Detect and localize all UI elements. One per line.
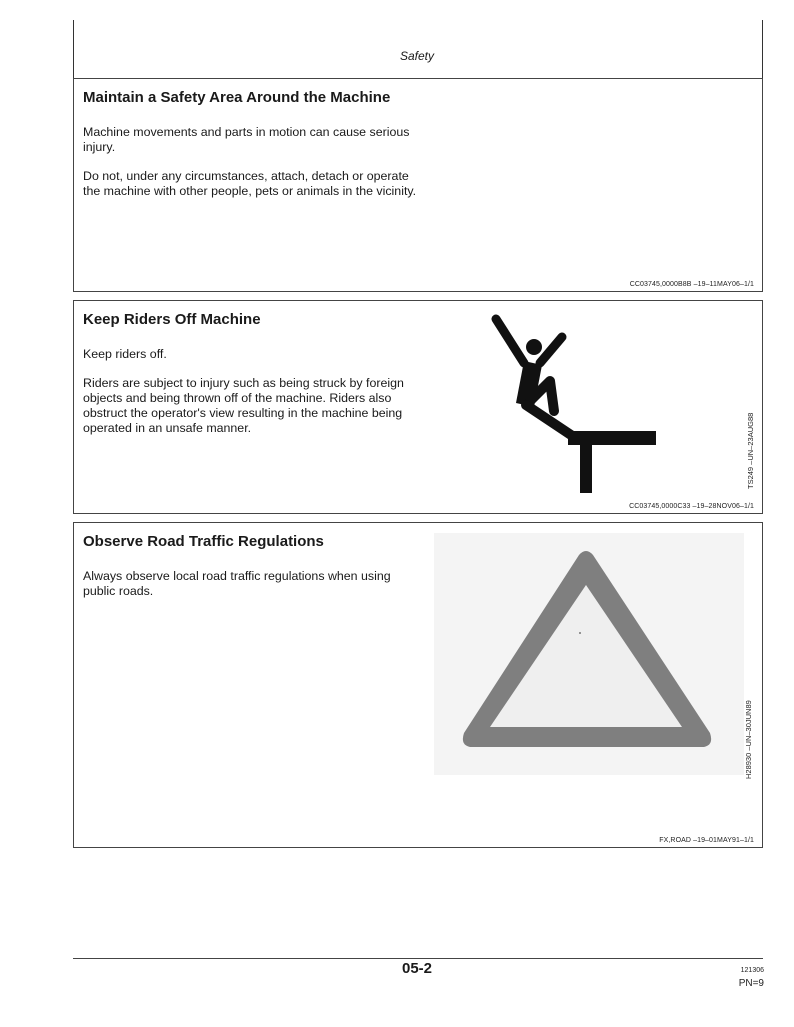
paragraph: Always observe local road traffic regulations when using public roads. [83, 569, 391, 598]
paragraph: Keep riders off. [83, 347, 167, 361]
reference-code: CC03745,0000C33 –19–28NOV06–1/1 [629, 503, 754, 510]
footer-code: 121306 [740, 967, 764, 974]
image-label: H28930 –UN–30JUN89 [744, 700, 753, 779]
section-body [83, 569, 423, 613]
paragraph: Machine movements and parts in motion can cause serious injury. [83, 125, 410, 154]
paragraph: Do not, under any circumstances, attach, detach or operate the machine with other people, pets or animals in the vicinity. [83, 169, 417, 198]
reference-code: FX,ROAD –19–01MAY91–1/1 [659, 837, 754, 844]
section-heading: Observe Road Traffic Regulations [83, 533, 324, 550]
section-safety-area [73, 78, 763, 292]
image-label: TS249 –UN–23AUG88 [746, 412, 755, 489]
section-body [83, 347, 423, 450]
page-number: 05-2 [401, 960, 433, 977]
section-body [83, 125, 423, 213]
footer-rule [73, 958, 763, 959]
falling-rider-icon [484, 311, 684, 496]
slow-moving-vehicle-triangle-icon [434, 533, 744, 775]
paragraph: Riders are subject to injury such as being struck by foreign objects and being thrown off of the machine. Riders also obstruct the operator's view resulting in the machine being operated in an unsafe manner. [83, 376, 404, 435]
section-keep-riders-off [73, 300, 763, 514]
reference-code: CC03745,0000B8B –19–11MAY06–1/1 [629, 281, 754, 288]
section-heading: Keep Riders Off Machine [83, 311, 261, 328]
section-road-traffic [73, 522, 763, 848]
section-heading: Maintain a Safety Area Around the Machine [83, 89, 391, 106]
footer-pn: PN=9 [738, 978, 764, 989]
page-header-title: Safety [399, 49, 435, 63]
